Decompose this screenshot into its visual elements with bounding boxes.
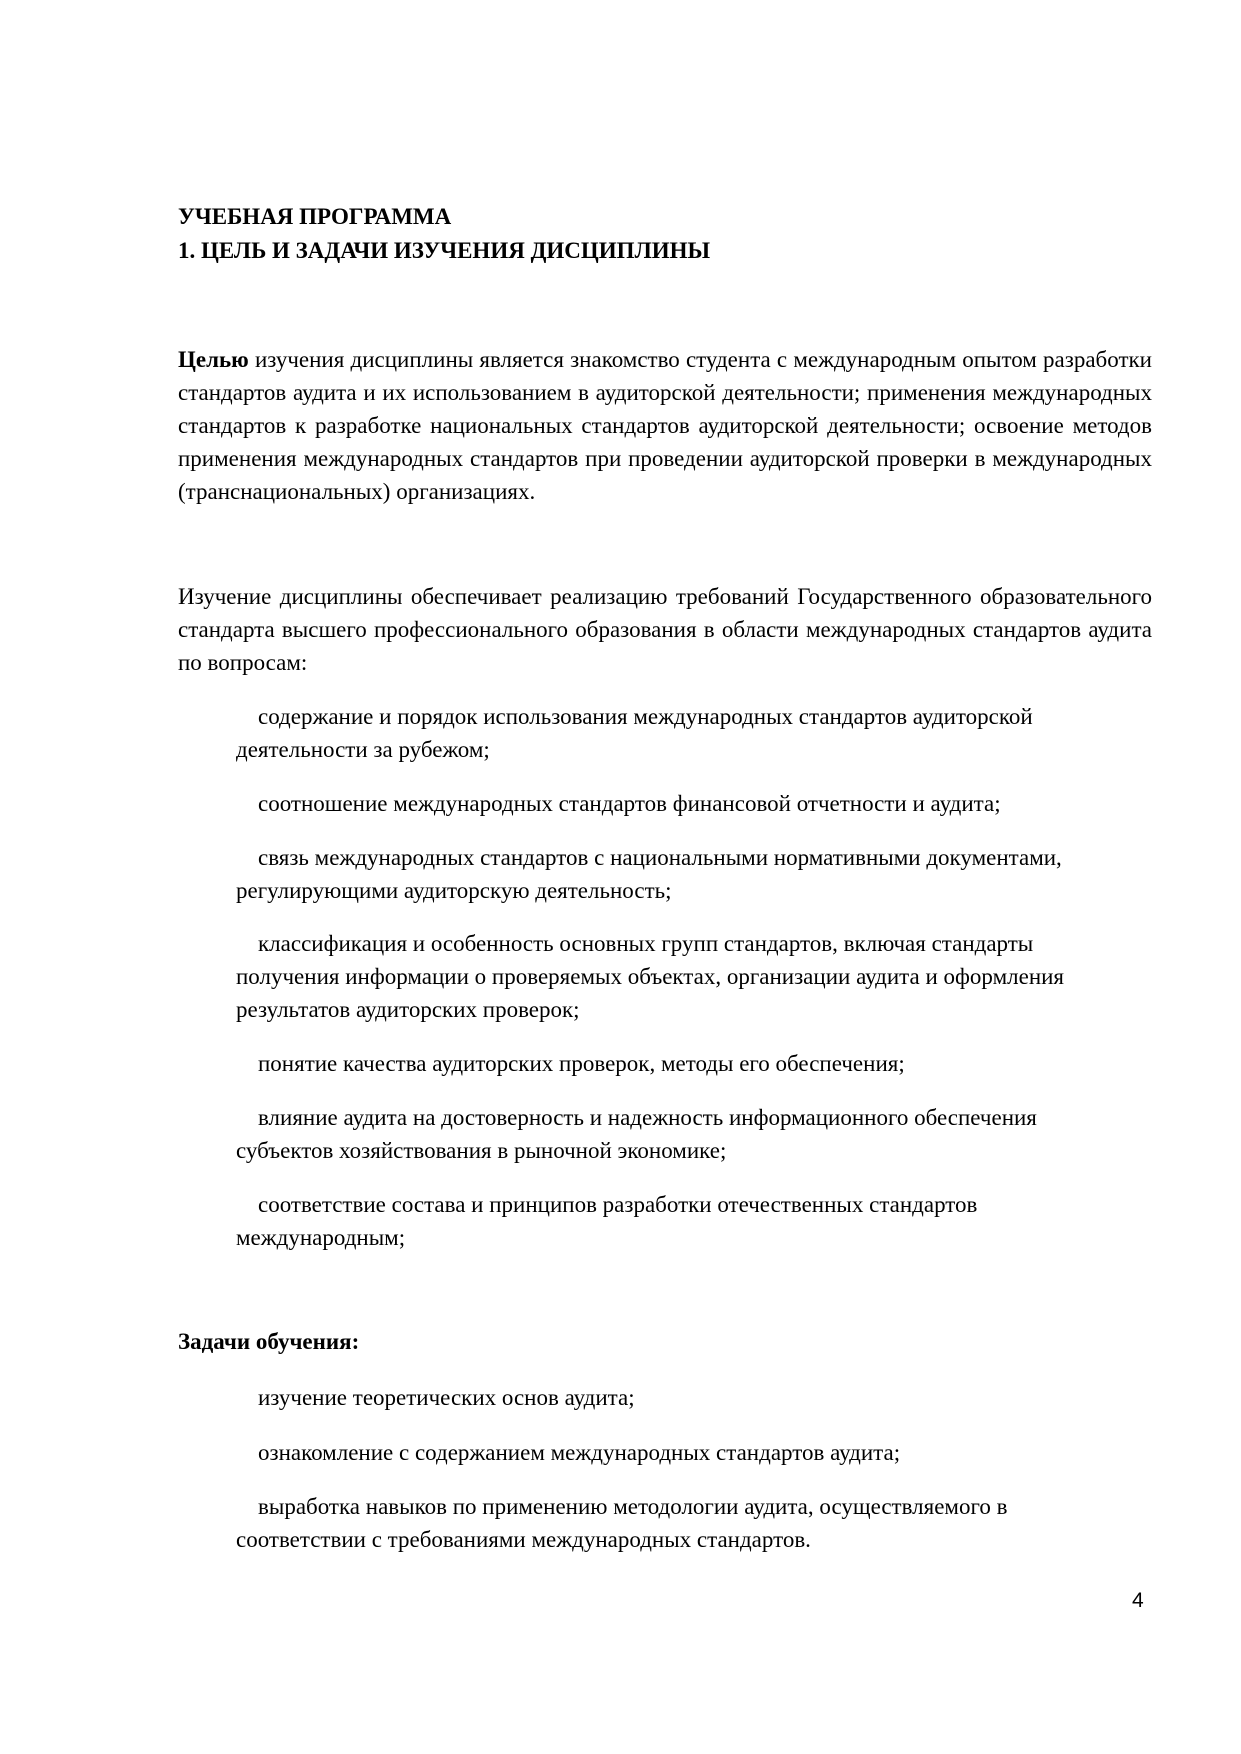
task-item: изучение теоретических основ аудита; <box>258 1385 635 1410</box>
goal-text: изучения дисциплины является знакомство студента с международным опытом разработки стандартов аудита и их использованием в аудиторской деятельности; применения международных стандартов к разработке национальных стандартов аудиторской деятельности; освоение методов применения международных стандартов при проведении аудиторской проверки в международных (транснациональных) организациях. <box>178 347 1152 504</box>
study-item: соотношение международных стандартов финансовой отчетности и аудита; <box>258 791 1001 816</box>
page-number: 4 <box>1132 1589 1144 1612</box>
task-item: ознакомление с содержанием международных стандартов аудита; <box>258 1440 901 1465</box>
program-title: УЧЕБНАЯ ПРОГРАММА <box>178 204 452 229</box>
study-item: влияние аудита на достоверность и надежность информационного обеспечения субъектов хозяйствования в рыночной экономике; <box>236 1105 1037 1163</box>
goal-lead: Целью <box>178 347 249 372</box>
study-item: соответствие состава и принципов разработки отечественных стандартов международным; <box>236 1192 978 1250</box>
study-intro-paragraph: Изучение дисциплины обеспечивает реализацию требований Государственного образовательного стандарта высшего профессионального образования в области международных стандартов аудита по вопросам: <box>178 584 1152 675</box>
tasks-title: Задачи обучения: <box>178 1329 360 1354</box>
goal-paragraph <box>178 343 1152 508</box>
study-item: связь международных стандартов с национальными нормативными документами, регулирующими аудиторскую деятельность; <box>236 845 1062 903</box>
task-item: выработка навыков по применению методологии аудита, осуществляемого в соответствии с требованиями международных стандартов. <box>236 1494 1008 1552</box>
study-item: классификация и особенность основных групп стандартов, включая стандарты получения информации о проверяемых объектах, организации аудита и оформления результатов аудиторских проверок; <box>236 931 1065 1022</box>
section-title: 1. ЦЕЛЬ И ЗАДАЧИ ИЗУЧЕНИЯ ДИСЦИПЛИНЫ <box>178 238 711 263</box>
study-item: понятие качества аудиторских проверок, методы его обеспечения; <box>258 1051 905 1076</box>
study-item: содержание и порядок использования международных стандартов аудиторской деятельности за рубежом; <box>236 704 1033 762</box>
